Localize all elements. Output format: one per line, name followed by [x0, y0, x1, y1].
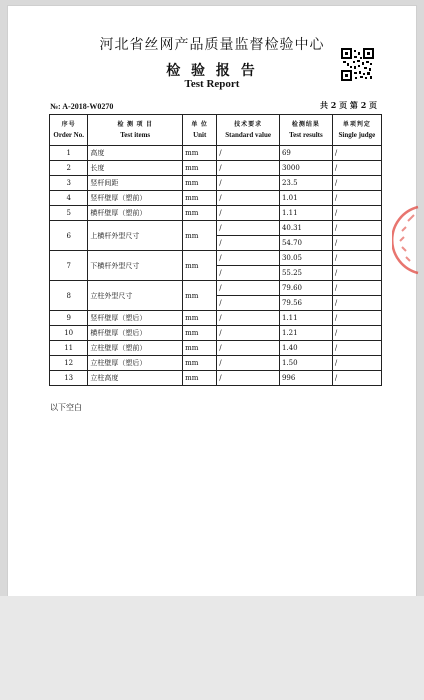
test-item-cell: 长度	[88, 161, 183, 176]
table-row	[50, 191, 382, 206]
test-item-cell: 上横杆外型尺寸	[88, 221, 183, 251]
standard-value-cell: /	[217, 176, 280, 191]
single-judge-cell: /	[332, 236, 381, 251]
test-item-cell: 横杆壁厚（塑后）	[88, 326, 183, 341]
order-no-cell: 12	[50, 356, 88, 371]
test-item-cell: 竖杆壁厚（塑后）	[88, 311, 183, 326]
test-result-cell: 55.25	[279, 266, 332, 281]
header-test-items: 检 测 项 目 Test items	[88, 115, 183, 146]
standard-value-cell: /	[217, 221, 280, 236]
test-item-cell: 下横杆外型尺寸	[88, 251, 183, 281]
table-row	[50, 176, 382, 191]
order-no-cell: 6	[50, 221, 88, 251]
single-judge-cell: /	[332, 311, 381, 326]
report-number: №: A-2018-W0270	[50, 102, 114, 111]
standard-value-cell: /	[217, 341, 280, 356]
test-item-cell: 立柱壁厚（塑后）	[88, 356, 183, 371]
report-title-cn: 检 验 报 告	[166, 63, 258, 79]
table-row	[50, 281, 382, 296]
order-no-cell: 9	[50, 311, 88, 326]
single-judge-cell: /	[332, 221, 381, 236]
unit-cell: mm	[183, 311, 217, 326]
order-no-cell: 13	[50, 371, 88, 386]
single-judge-cell: /	[332, 296, 381, 311]
unit-cell: mm	[183, 371, 217, 386]
test-result-cell: 1.40	[279, 341, 332, 356]
unit-cell: mm	[183, 206, 217, 221]
test-item-cell: 高度	[88, 146, 183, 161]
test-item-cell: 横杆壁厚（塑前）	[88, 206, 183, 221]
order-no-cell: 8	[50, 281, 88, 311]
test-result-cell: 23.5	[279, 176, 332, 191]
table-row	[50, 146, 382, 161]
header-unit: 单 位 Unit	[183, 115, 217, 146]
organization-name: 河北省丝网产品质量监督检验中心	[99, 37, 325, 53]
test-result-cell: 1.01	[279, 191, 332, 206]
test-item-cell: 立柱外型尺寸	[88, 281, 183, 311]
order-no-cell: 5	[50, 206, 88, 221]
unit-cell: mm	[183, 281, 217, 311]
single-judge-cell: /	[332, 371, 381, 386]
table-row	[50, 221, 382, 236]
single-judge-cell: /	[332, 356, 381, 371]
order-no-cell: 1	[50, 146, 88, 161]
standard-value-cell: /	[217, 296, 280, 311]
single-judge-cell: /	[332, 266, 381, 281]
test-result-cell: 30.05	[279, 251, 332, 266]
single-judge-cell: /	[332, 161, 381, 176]
standard-value-cell: /	[217, 371, 280, 386]
test-item-cell: 立柱壁厚（塑前）	[88, 341, 183, 356]
table-row	[50, 341, 382, 356]
test-result-cell: 69	[279, 146, 332, 161]
table-row	[50, 161, 382, 176]
standard-value-cell: /	[217, 191, 280, 206]
unit-cell: mm	[183, 356, 217, 371]
unit-cell: mm	[183, 251, 217, 281]
test-result-cell: 1.11	[279, 206, 332, 221]
test-result-cell: 40.31	[279, 221, 332, 236]
unit-cell: mm	[183, 341, 217, 356]
order-no-cell: 7	[50, 251, 88, 281]
unit-cell: mm	[183, 191, 217, 206]
header-single-judge: 单项判定 Single judge	[332, 115, 381, 146]
table-row	[50, 251, 382, 266]
test-result-cell: 54.70	[279, 236, 332, 251]
standard-value-cell: /	[217, 281, 280, 296]
single-judge-cell: /	[332, 281, 381, 296]
unit-cell: mm	[183, 146, 217, 161]
blank-below-note: 以下空白	[50, 403, 82, 412]
test-item-cell: 竖杆壁厚（塑前）	[88, 191, 183, 206]
table-row	[50, 356, 382, 371]
report-title-en: Test Report	[184, 78, 240, 90]
standard-value-cell: /	[217, 326, 280, 341]
single-judge-cell: /	[332, 341, 381, 356]
table-header-row	[50, 115, 382, 146]
unit-cell: mm	[183, 161, 217, 176]
test-item-cell: 立柱高度	[88, 371, 183, 386]
test-result-cell: 1.11	[279, 311, 332, 326]
table-row	[50, 311, 382, 326]
test-result-cell: 79.60	[279, 281, 332, 296]
scan-margin	[0, 596, 424, 700]
unit-cell: mm	[183, 326, 217, 341]
standard-value-cell: /	[217, 266, 280, 281]
table-row	[50, 326, 382, 341]
unit-cell: mm	[183, 176, 217, 191]
single-judge-cell: /	[332, 251, 381, 266]
test-result-cell: 79.56	[279, 296, 332, 311]
single-judge-cell: /	[332, 191, 381, 206]
header-test-results: 检测结果 Test results	[279, 115, 332, 146]
order-no-cell: 11	[50, 341, 88, 356]
table-row	[50, 206, 382, 221]
test-result-cell: 1.21	[279, 326, 332, 341]
single-judge-cell: /	[332, 326, 381, 341]
page-indicator: 共 2 页 第 2 页	[320, 100, 378, 110]
standard-value-cell: /	[217, 161, 280, 176]
test-result-cell: 996	[279, 371, 332, 386]
standard-value-cell: /	[217, 251, 280, 266]
table-row	[50, 371, 382, 386]
single-judge-cell: /	[332, 146, 381, 161]
order-no-cell: 4	[50, 191, 88, 206]
single-judge-cell: /	[332, 206, 381, 221]
standard-value-cell: /	[217, 236, 280, 251]
order-no-cell: 2	[50, 161, 88, 176]
test-result-cell: 3000	[279, 161, 332, 176]
standard-value-cell: /	[217, 206, 280, 221]
standard-value-cell: /	[217, 146, 280, 161]
qr-code-icon	[341, 48, 374, 81]
test-results-table	[49, 114, 382, 386]
order-no-cell: 10	[50, 326, 88, 341]
standard-value-cell: /	[217, 356, 280, 371]
official-seal-stamp	[392, 205, 420, 275]
test-result-cell: 1.50	[279, 356, 332, 371]
test-item-cell: 竖杆间距	[88, 176, 183, 191]
single-judge-cell: /	[332, 176, 381, 191]
standard-value-cell: /	[217, 311, 280, 326]
header-order-no: 序号 Order No.	[50, 115, 88, 146]
unit-cell: mm	[183, 221, 217, 251]
header-standard-value: 技术要求 Standard value	[217, 115, 280, 146]
order-no-cell: 3	[50, 176, 88, 191]
